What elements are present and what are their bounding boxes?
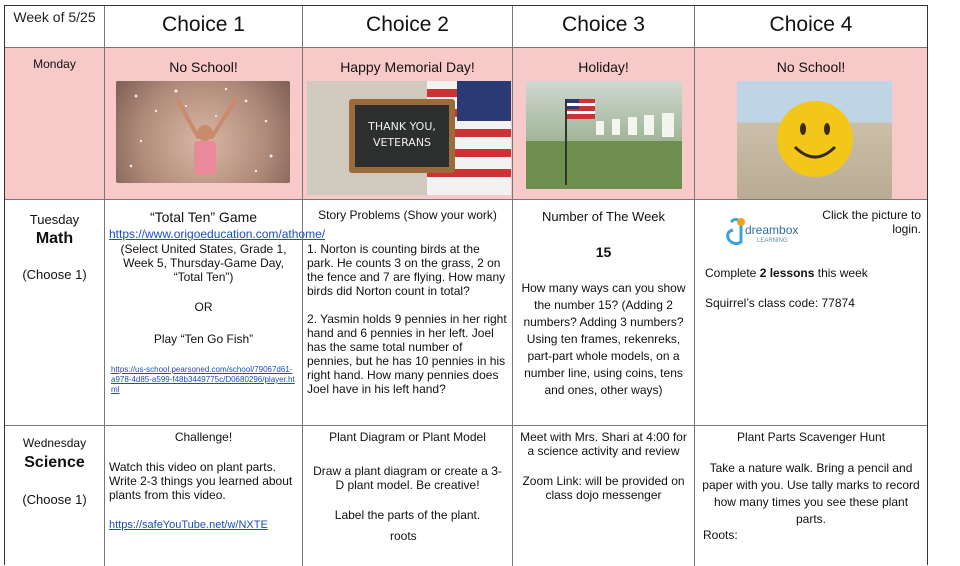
choice-2-header-cell (302, 6, 512, 47)
story-problem-2: 2. Yasmin holds 9 pennies in her right hand and 6 pennies in her left. Joel has the same total number of pennies, but he has 10 pennies in his right hand. How many pennies does Joel have in his left hand? (307, 312, 507, 396)
tuesday-day-cell (5, 200, 104, 425)
tuesday-choice-1 (104, 200, 326, 425)
zoom-link-text: Zoom Link: will be provided on class dojo messenger (522, 474, 685, 502)
dreambox-logo-text: dreambox (745, 223, 799, 237)
smiley-ball-image (737, 81, 892, 199)
or-text: OR (194, 300, 213, 314)
tuesday-choice-2 (302, 200, 512, 425)
sign-text (355, 119, 449, 151)
challenge-title: Challenge! (174, 430, 233, 444)
wednesday-choice-3 (512, 426, 694, 566)
ten-go-fish-text: Play “Ten Go Fish” (153, 332, 254, 346)
monday-choice-3 (512, 48, 694, 199)
wednesday-choice-4 (694, 426, 927, 566)
choice-4-header: Choice 4 (769, 13, 853, 36)
dreambox-logo-sub: LEARNING (757, 238, 788, 244)
tuesday-label: Tuesday (29, 212, 80, 227)
total-ten-instructions: (Select United States, Grade 1, Week 5, Thursday-Game Day, “Total Ten”) (120, 242, 287, 284)
cemetery-flag-image (526, 81, 682, 189)
meet-mrs-shari-text: Meet with Mrs. Shari at 4:00 for a science activity and review (520, 430, 687, 458)
monday-choice-2 (302, 48, 512, 199)
sign-line-1: THANK YOU, (368, 120, 436, 133)
wednesday-choice-1 (104, 426, 302, 566)
plant-video-instructions: Watch this video on plant parts. Write 2-3 things you learned about plants from this video. (109, 460, 293, 502)
week-label: Week of 5/25 (13, 9, 96, 25)
complete-pre: Complete (705, 266, 760, 280)
veterans-sign-photo (307, 81, 511, 195)
holiday-text: Holiday! (578, 59, 629, 75)
choice-1-header-cell (104, 6, 302, 47)
week-cell (5, 6, 104, 47)
safe-youtube-link[interactable]: https://safeYouTube.net/w/NXTE (109, 519, 268, 531)
story-problems-title: Story Problems (Show your work) (318, 208, 497, 222)
math-choose: (Choose 1) (22, 267, 87, 282)
story-problem-1: 1. Norton is counting birds at the park. He counts 3 on the grass, 2 on the fence and 7 are flying. How many birds did Norton count in total? (307, 242, 506, 298)
roots-tally-label: Roots: (703, 528, 738, 542)
sign-line-2: VETERANS (372, 136, 432, 149)
memorial-day-text: Happy Memorial Day! (340, 59, 475, 75)
science-choose: (Choose 1) (22, 492, 87, 507)
complete-lessons-text (705, 266, 868, 280)
label-parts-text: Label the parts of the plant. (334, 508, 481, 522)
pearson-link[interactable]: https://us-school.pearsoned.com/school/79067d61-a978-4d85-a599-f48b3449775c/D0680296/player.html (111, 365, 295, 394)
wednesday-row (5, 425, 927, 566)
plant-diagram-title: Plant Diagram or Plant Model (329, 430, 486, 444)
monday-row (5, 47, 927, 199)
wednesday-choice-2 (302, 426, 512, 566)
scavenger-hunt-title: Plant Parts Scavenger Hunt (736, 430, 886, 444)
wednesday-label: Wednesday (22, 436, 87, 450)
no-school-text-2: No School! (776, 59, 846, 75)
header-row (5, 6, 927, 47)
plant-diagram-instructions: Draw a plant diagram or create a 3-D plant model. Be creative! (313, 464, 502, 492)
number-of-week-title: Number of The Week (541, 209, 666, 224)
no-school-text: No School! (169, 59, 238, 75)
scavenger-hunt-instructions: Take a nature walk. Bring a pencil and paper with you. Use tally marks to record how many times you see these plant parts. (702, 461, 920, 526)
choice-4-header-cell (694, 6, 927, 47)
complete-post: this week (814, 266, 868, 280)
monday-choice-1 (104, 48, 302, 199)
monday-day-cell (5, 48, 104, 199)
smiley-beach-photo (737, 81, 892, 199)
tuesday-choice-3 (512, 200, 694, 425)
celebration-photo (116, 81, 290, 183)
choice-1-header: Choice 1 (162, 13, 245, 36)
number-of-week: 15 (595, 244, 612, 260)
choice-3-header: Choice 3 (562, 13, 645, 36)
choice-2-header: Choice 2 (366, 13, 449, 36)
class-code-text: Squirrel’s class code: 77874 (705, 296, 855, 310)
roots-label: roots (390, 529, 417, 543)
click-picture-text: Click the picture to login. (822, 208, 921, 236)
tuesday-row (5, 199, 927, 425)
origo-link[interactable]: https://www.origoeducation.com/athome/ (109, 227, 326, 241)
tuesday-choice-4 (694, 200, 927, 425)
number-of-week-instructions: How many ways can you show the number 15? (Adding 2 numbers? Adding 3 numbers? Using ten frames, rekenreks, part-part whole models, on a number line, using coins, tens and ones, other ways) (521, 281, 686, 397)
math-subject: Math (35, 230, 74, 247)
complete-bold: 2 lessons (759, 266, 815, 280)
confetti-girl-image (116, 81, 290, 183)
monday-choice-4 (694, 48, 927, 199)
dreambox-logo-button[interactable] (725, 214, 811, 250)
cemetery-flag-photo (526, 81, 682, 189)
total-ten-title: “Total Ten” Game (149, 209, 258, 225)
science-subject: Science (24, 454, 85, 471)
schedule-table (4, 5, 928, 565)
wednesday-day-cell (5, 426, 104, 566)
monday-label: Monday (33, 57, 76, 71)
choice-3-header-cell (512, 6, 694, 47)
